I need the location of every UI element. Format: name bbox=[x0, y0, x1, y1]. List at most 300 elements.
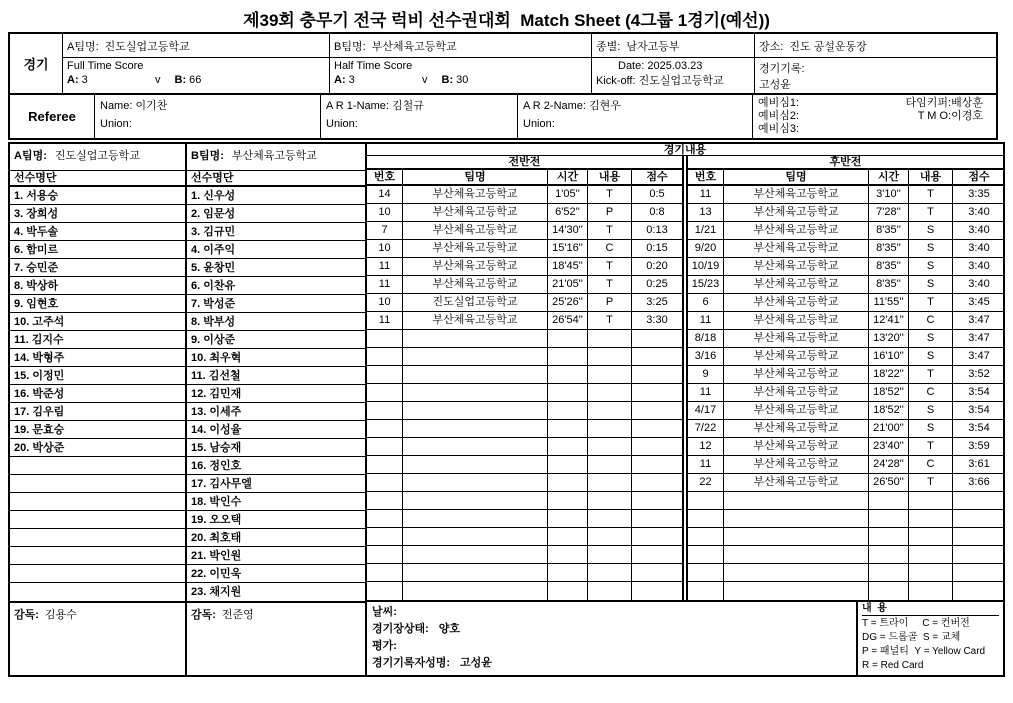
record-number: 22 bbox=[688, 474, 724, 491]
record-number bbox=[367, 402, 403, 419]
record-number bbox=[367, 420, 403, 437]
venue-value: 진도 공설운동장 bbox=[789, 40, 867, 53]
record-time bbox=[548, 402, 588, 419]
record-time bbox=[869, 492, 909, 509]
player-row bbox=[187, 349, 365, 367]
record-team: 부산체육고등학교 bbox=[724, 474, 869, 491]
note-line bbox=[372, 621, 851, 638]
referee-label: Referee bbox=[10, 95, 95, 138]
record-time bbox=[548, 564, 588, 581]
player-row bbox=[187, 547, 365, 565]
record-team: 부산체육고등학교 bbox=[403, 222, 548, 239]
record-team bbox=[724, 582, 869, 600]
full-time-a-label: A: bbox=[67, 74, 79, 86]
player-name: 14. 박형주 bbox=[14, 352, 65, 364]
record-team bbox=[403, 474, 548, 491]
record-type: C bbox=[909, 384, 953, 401]
record-type: T bbox=[909, 366, 953, 383]
player-row bbox=[187, 529, 365, 547]
record-number: 9/20 bbox=[688, 240, 724, 257]
record-score: 3:40 bbox=[968, 278, 990, 290]
ar2-union: Union: bbox=[523, 118, 555, 130]
full-time-b-value: 66 bbox=[189, 74, 202, 86]
team-b-roster-column bbox=[185, 142, 367, 677]
roster-column-header-a: 선수명단 bbox=[10, 171, 185, 187]
record-type: T bbox=[909, 294, 953, 311]
match-date: Date: 2025.03.23 bbox=[618, 60, 703, 72]
ar2-name: A R 2-Name: 김현우 bbox=[523, 100, 621, 112]
player-row bbox=[10, 223, 185, 241]
record-number bbox=[688, 510, 724, 527]
player-row bbox=[10, 277, 185, 295]
record-row bbox=[688, 312, 1003, 330]
record-row bbox=[688, 510, 1003, 528]
record-time: 15'16'' bbox=[548, 240, 588, 257]
record-team: 부산체육고등학교 bbox=[724, 222, 869, 239]
record-score: 3:25 bbox=[646, 296, 668, 308]
record-time: 11'55'' bbox=[869, 294, 909, 311]
note-line bbox=[372, 604, 851, 621]
record-number bbox=[688, 492, 724, 509]
record-time: 8'35'' bbox=[869, 240, 909, 257]
player-row bbox=[187, 511, 365, 529]
record-type: S bbox=[909, 276, 953, 293]
record-type bbox=[588, 564, 632, 581]
record-team bbox=[403, 402, 548, 419]
record-team bbox=[403, 528, 548, 545]
record-type bbox=[909, 582, 953, 600]
player-row bbox=[187, 385, 365, 403]
player-name: 16. 박준성 bbox=[14, 388, 65, 400]
match-record-section bbox=[367, 142, 1005, 677]
record-score bbox=[632, 348, 682, 365]
player-name: 10. 고주석 bbox=[14, 316, 65, 328]
record-row bbox=[367, 330, 682, 348]
record-number bbox=[367, 510, 403, 527]
record-number: 4/17 bbox=[688, 402, 724, 419]
record-number: 6 bbox=[688, 294, 724, 311]
reserve-label: 예비심1: bbox=[758, 97, 800, 109]
record-number bbox=[367, 546, 403, 563]
col-number: 번호 bbox=[688, 170, 724, 184]
record-time: 16'10'' bbox=[869, 348, 909, 365]
player-name: 16. 정인호 bbox=[191, 460, 242, 472]
player-name: 12. 김민재 bbox=[191, 388, 242, 400]
match-record-title: 경기내용 bbox=[367, 142, 1005, 156]
player-row bbox=[10, 349, 185, 367]
note-label: 평가: bbox=[372, 640, 397, 652]
reserve-official-line bbox=[758, 97, 991, 110]
reserve-label: 예비심3: bbox=[758, 123, 800, 135]
record-type bbox=[909, 492, 953, 509]
record-row bbox=[688, 456, 1003, 474]
record-score bbox=[953, 510, 1005, 527]
record-row bbox=[367, 384, 682, 402]
record-number bbox=[367, 438, 403, 455]
match-notes-cell bbox=[367, 602, 858, 675]
record-time: 26'54'' bbox=[548, 312, 588, 329]
team-b-cell bbox=[330, 34, 592, 58]
division-value: 남자고등부 bbox=[626, 40, 680, 53]
record-time bbox=[548, 510, 588, 527]
record-number bbox=[367, 348, 403, 365]
player-row bbox=[187, 439, 365, 457]
player-name: 7. 승민준 bbox=[14, 262, 59, 274]
record-score bbox=[953, 528, 1005, 545]
record-time: 1'05'' bbox=[548, 186, 588, 203]
col-time: 시간 bbox=[869, 170, 909, 184]
record-team bbox=[724, 546, 869, 563]
record-team: 부산체육고등학교 bbox=[724, 186, 869, 203]
record-score: 3:66 bbox=[968, 476, 990, 488]
record-type: S bbox=[909, 222, 953, 239]
record-number: 11 bbox=[688, 384, 724, 401]
player-row bbox=[187, 223, 365, 241]
record-time bbox=[548, 546, 588, 563]
record-team: 부산체육고등학교 bbox=[724, 438, 869, 455]
record-type: T bbox=[588, 312, 632, 329]
record-type: T bbox=[588, 276, 632, 293]
team-a-name: 진도실업고등학교 bbox=[54, 150, 140, 162]
record-row bbox=[688, 330, 1003, 348]
col-team: 팀명 bbox=[724, 170, 869, 184]
record-type bbox=[588, 546, 632, 563]
referee-name: Name: 이기찬 bbox=[100, 100, 168, 112]
half-time-b-value: 30 bbox=[456, 74, 469, 86]
record-score: 3:59 bbox=[968, 440, 990, 452]
legend-line: R = Red Card bbox=[862, 660, 924, 671]
legend-lines bbox=[862, 617, 999, 673]
half-time-title: Half Time Score bbox=[334, 60, 413, 72]
record-team bbox=[403, 384, 548, 401]
record-type: T bbox=[909, 438, 953, 455]
full-time-title: Full Time Score bbox=[67, 60, 144, 72]
player-name: 2. 임문성 bbox=[191, 208, 236, 220]
record-team: 부산체육고등학교 bbox=[403, 276, 548, 293]
player-row bbox=[10, 331, 185, 349]
record-type bbox=[588, 420, 632, 437]
record-time bbox=[548, 456, 588, 473]
player-name: 15. 이정민 bbox=[14, 370, 65, 382]
record-type bbox=[588, 492, 632, 509]
player-name: 22. 이민욱 bbox=[191, 568, 242, 580]
record-time: 8'35'' bbox=[869, 222, 909, 239]
player-row bbox=[187, 403, 365, 421]
first-half-table bbox=[367, 156, 684, 600]
full-time-score-cell bbox=[63, 58, 330, 93]
record-time bbox=[869, 564, 909, 581]
player-name: 5. 윤창민 bbox=[191, 262, 236, 274]
record-team: 부산체육고등학교 bbox=[724, 276, 869, 293]
legend-line: P = 패널티 Y = Yellow Card bbox=[862, 646, 986, 657]
full-time-b-label: B: bbox=[174, 74, 187, 86]
record-team bbox=[403, 438, 548, 455]
player-row bbox=[10, 367, 185, 385]
col-number: 번호 bbox=[367, 170, 403, 184]
record-time bbox=[869, 546, 909, 563]
record-time: 3'10'' bbox=[869, 186, 909, 203]
note-label: 날씨: bbox=[372, 606, 397, 618]
versus-label: v bbox=[422, 74, 428, 86]
record-score: 0:5 bbox=[649, 188, 665, 200]
page-title: 제39회 충무기 전국 럭비 선수권대회 Match Sheet (4그룹 1경기(예선)) bbox=[243, 11, 770, 30]
team-b-name: 부산체육고등학교 bbox=[231, 150, 317, 162]
record-row bbox=[688, 186, 1003, 204]
player-row bbox=[10, 565, 185, 583]
record-row bbox=[367, 258, 682, 276]
record-row bbox=[688, 348, 1003, 366]
player-row bbox=[187, 277, 365, 295]
record-row bbox=[367, 294, 682, 312]
record-type bbox=[588, 348, 632, 365]
record-type: S bbox=[909, 420, 953, 437]
second-half-label: 후반전 bbox=[688, 156, 1003, 170]
versus-label: v bbox=[155, 74, 161, 86]
kickoff: Kick-off: 진도실업고등학교 bbox=[596, 75, 724, 87]
record-type: S bbox=[909, 348, 953, 365]
record-score bbox=[953, 582, 1005, 600]
record-row bbox=[688, 222, 1003, 240]
record-score bbox=[632, 564, 682, 581]
record-score: 3:30 bbox=[646, 314, 668, 326]
record-time: 8'35'' bbox=[869, 258, 909, 275]
reserve-value: 타임키퍼:배상훈 bbox=[905, 97, 983, 109]
record-time bbox=[869, 582, 909, 600]
record-number: 13 bbox=[688, 204, 724, 221]
player-name: 8. 박부성 bbox=[191, 316, 236, 328]
record-team: 부산체육고등학교 bbox=[403, 204, 548, 221]
player-name: 8. 박상하 bbox=[14, 280, 59, 292]
record-score: 3:47 bbox=[968, 350, 990, 362]
player-row bbox=[187, 457, 365, 475]
venue-cell bbox=[755, 34, 996, 58]
record-team: 부산체육고등학교 bbox=[403, 240, 548, 257]
record-row bbox=[688, 276, 1003, 294]
record-row bbox=[688, 528, 1003, 546]
record-number: 3/16 bbox=[688, 348, 724, 365]
note-line bbox=[372, 638, 851, 655]
record-type bbox=[909, 564, 953, 581]
recorder-cell bbox=[755, 58, 996, 93]
record-team bbox=[724, 510, 869, 527]
player-row bbox=[10, 583, 185, 601]
second-half-table bbox=[686, 156, 1005, 600]
col-type: 내용 bbox=[588, 170, 632, 184]
record-row bbox=[367, 222, 682, 240]
player-row bbox=[10, 529, 185, 547]
record-score: 0:8 bbox=[649, 206, 665, 218]
referee-union: Union: bbox=[100, 118, 132, 130]
coach-b-name: 전준영 bbox=[221, 609, 254, 621]
player-name: 18. 박인수 bbox=[191, 496, 242, 508]
record-score bbox=[632, 492, 682, 509]
record-time: 26'50'' bbox=[869, 474, 909, 491]
ar1-name: A R 1-Name: 김철규 bbox=[326, 100, 424, 112]
record-score bbox=[632, 528, 682, 545]
team-b-name: 부산체육고등학교 bbox=[371, 40, 457, 53]
record-row bbox=[367, 402, 682, 420]
record-number: 11 bbox=[367, 258, 403, 275]
record-score: 0:13 bbox=[646, 224, 668, 236]
record-type bbox=[909, 528, 953, 545]
record-number: 7/22 bbox=[688, 420, 724, 437]
record-score bbox=[632, 582, 682, 600]
player-name: 6. 이찬유 bbox=[191, 280, 236, 292]
ar2-cell bbox=[518, 95, 753, 138]
ar1-union: Union: bbox=[326, 118, 358, 130]
record-type: T bbox=[588, 258, 632, 275]
record-row bbox=[367, 312, 682, 330]
record-score: 3:54 bbox=[968, 404, 990, 416]
record-number bbox=[367, 564, 403, 581]
record-team: 부산체육고등학교 bbox=[724, 294, 869, 311]
record-team: 부산체육고등학교 bbox=[724, 258, 869, 275]
record-type: T bbox=[909, 474, 953, 491]
team-a-name: 진도실업고등학교 bbox=[104, 40, 190, 53]
player-row bbox=[10, 547, 185, 565]
record-time: 7'28'' bbox=[869, 204, 909, 221]
record-time: 6'52'' bbox=[548, 204, 588, 221]
record-type: S bbox=[909, 258, 953, 275]
ar1-cell bbox=[321, 95, 518, 138]
player-row bbox=[187, 205, 365, 223]
team-a-label: A팀명: bbox=[67, 40, 99, 53]
record-score: 3:40 bbox=[968, 224, 990, 236]
record-time bbox=[548, 438, 588, 455]
half-time-b-label: B: bbox=[441, 74, 454, 86]
player-name: 13. 이세주 bbox=[191, 406, 242, 418]
player-name: 3. 장희성 bbox=[14, 208, 59, 220]
record-row bbox=[688, 546, 1003, 564]
record-row bbox=[367, 204, 682, 222]
col-score: 점수 bbox=[968, 171, 990, 183]
record-row bbox=[367, 186, 682, 204]
record-time bbox=[548, 528, 588, 545]
record-row bbox=[688, 240, 1003, 258]
record-time: 8'35'' bbox=[869, 276, 909, 293]
record-number bbox=[688, 528, 724, 545]
record-score: 3:35 bbox=[968, 188, 990, 200]
record-team: 부산체육고등학교 bbox=[724, 456, 869, 473]
record-number: 8/18 bbox=[688, 330, 724, 347]
player-name: 19. 오오택 bbox=[191, 514, 242, 526]
player-row bbox=[187, 493, 365, 511]
record-number bbox=[367, 474, 403, 491]
record-row bbox=[367, 546, 682, 564]
record-time bbox=[548, 348, 588, 365]
player-row bbox=[187, 259, 365, 277]
player-name: 4. 박두솔 bbox=[14, 226, 59, 238]
record-row bbox=[367, 564, 682, 582]
half-time-a-value: 3 bbox=[348, 74, 355, 86]
player-row bbox=[187, 241, 365, 259]
record-number bbox=[367, 384, 403, 401]
reserve-official-line bbox=[758, 123, 991, 136]
record-team bbox=[403, 420, 548, 437]
col-type: 내용 bbox=[909, 170, 953, 184]
record-row bbox=[367, 456, 682, 474]
player-row bbox=[10, 421, 185, 439]
record-number: 10 bbox=[367, 240, 403, 257]
division-label: 종별: bbox=[596, 40, 621, 53]
record-team: 부산체육고등학교 bbox=[724, 420, 869, 437]
record-type: T bbox=[909, 186, 953, 203]
record-score: 3:47 bbox=[968, 332, 990, 344]
player-row bbox=[187, 565, 365, 583]
record-team bbox=[724, 528, 869, 545]
player-name: 6. 함미르 bbox=[14, 244, 59, 256]
record-score bbox=[632, 438, 682, 455]
record-team bbox=[724, 564, 869, 581]
referee-row bbox=[10, 93, 996, 138]
record-score bbox=[632, 456, 682, 473]
record-time: 12'41'' bbox=[869, 312, 909, 329]
record-score: 0:20 bbox=[646, 260, 668, 272]
coach-a-name: 김용수 bbox=[44, 609, 77, 621]
record-score: 0:25 bbox=[646, 278, 668, 290]
legend-line: T = 트라이 C = 컨버전 bbox=[862, 618, 970, 629]
record-time: 18'45'' bbox=[548, 258, 588, 275]
coach-label: 감독: bbox=[14, 609, 39, 621]
record-type bbox=[588, 366, 632, 383]
record-score bbox=[632, 384, 682, 401]
record-score bbox=[632, 474, 682, 491]
record-team: 부산체육고등학교 bbox=[403, 186, 548, 203]
player-name: 21. 박인원 bbox=[191, 550, 242, 562]
record-time bbox=[869, 528, 909, 545]
reserve-officials-cell bbox=[753, 95, 996, 138]
record-number bbox=[367, 528, 403, 545]
player-name: 7. 박성준 bbox=[191, 298, 236, 310]
team-a-coach-cell bbox=[10, 601, 185, 675]
record-row bbox=[688, 294, 1003, 312]
player-name: 4. 이주익 bbox=[191, 244, 236, 256]
player-name: 23. 채지원 bbox=[191, 586, 242, 598]
record-row bbox=[688, 384, 1003, 402]
record-number: 11 bbox=[367, 276, 403, 293]
record-number bbox=[367, 330, 403, 347]
date-kickoff-cell bbox=[592, 58, 755, 93]
record-type bbox=[588, 474, 632, 491]
venue-label: 장소: bbox=[759, 40, 784, 53]
division-cell bbox=[592, 34, 755, 58]
record-team bbox=[403, 366, 548, 383]
record-type: P bbox=[588, 204, 632, 221]
record-score bbox=[632, 366, 682, 383]
record-number: 11 bbox=[688, 312, 724, 329]
player-name: 9. 임현호 bbox=[14, 298, 59, 310]
legend-title: 내 용 bbox=[862, 603, 999, 616]
record-row bbox=[367, 240, 682, 258]
record-time bbox=[548, 366, 588, 383]
coach-label: 감독: bbox=[191, 609, 216, 621]
record-score: 3:54 bbox=[968, 422, 990, 434]
record-time: 23'40'' bbox=[869, 438, 909, 455]
player-name: 15. 남승재 bbox=[191, 442, 242, 454]
player-row bbox=[10, 259, 185, 277]
record-type: C bbox=[909, 456, 953, 473]
record-team: 부산체육고등학교 bbox=[724, 402, 869, 419]
record-number: 11 bbox=[367, 312, 403, 329]
record-row bbox=[688, 492, 1003, 510]
player-name: 17. 김사무엘 bbox=[191, 478, 252, 490]
record-type: C bbox=[909, 312, 953, 329]
first-half-column-headers bbox=[367, 170, 682, 186]
team-b-roster-header bbox=[187, 144, 365, 171]
record-type bbox=[588, 510, 632, 527]
record-time: 18'52'' bbox=[869, 384, 909, 401]
record-team: 부산체육고등학교 bbox=[724, 204, 869, 221]
